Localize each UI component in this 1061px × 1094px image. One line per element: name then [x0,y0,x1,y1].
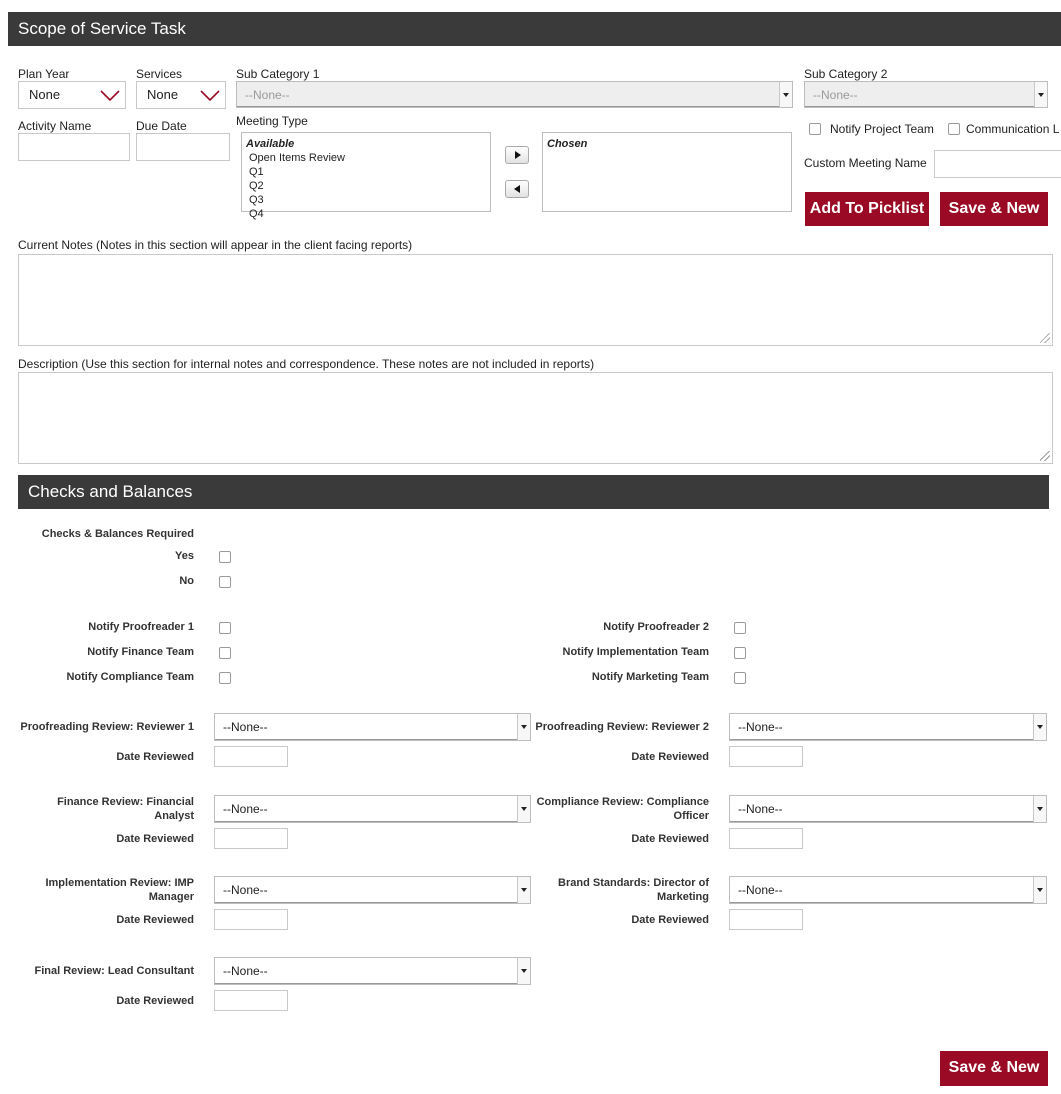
select-value: --None-- [738,720,783,734]
date-reviewed-label: Date Reviewed [631,833,709,845]
review-label-text: Finance Review: Financial [57,796,194,808]
save-new-button-bottom[interactable]: Save & New [940,1051,1048,1086]
available-heading: Available [246,138,295,150]
chevron-down-icon [779,82,792,107]
add-to-chosen-button[interactable] [505,146,529,164]
review-label-text: Analyst [154,810,194,822]
notify-proofreader-2-label: Notify Proofreader 2 [603,621,709,633]
notify-implementation-label: Notify Implementation Team [562,646,709,658]
meeting-type-chosen-list[interactable] [542,132,792,212]
services-value: None [147,87,179,102]
plan-year-picker[interactable] [18,81,126,109]
date-reviewed-input[interactable] [214,990,288,1011]
select-value: --None-- [738,802,783,816]
select-value: --None-- [738,883,783,897]
date-reviewed-label: Date Reviewed [116,914,194,926]
review-label-text: Proofreading Review: Reviewer 1 [20,721,194,733]
resize-grip-icon[interactable] [1040,333,1050,343]
review-label-text: Marketing [657,891,709,903]
sub-category-1-value: --None-- [245,88,290,102]
date-reviewed-label: Date Reviewed [116,833,194,845]
final-review-label [16,965,194,977]
meeting-type-label: Meeting Type [236,114,308,128]
review-label-text: Proofreading Review: Reviewer 2 [535,721,709,733]
chevron-down-icon [199,88,221,102]
review-label-text: Manager [148,891,194,903]
communication-label: Communication L [966,122,1060,136]
brand-standards-select[interactable] [729,876,1047,904]
communication-checkbox[interactable] [948,123,960,135]
notify-marketing-label: Notify Marketing Team [591,671,709,683]
notify-project-team-label: Notify Project Team [830,122,934,136]
date-reviewed-input[interactable] [214,909,288,930]
implementation-review-select[interactable] [214,876,531,904]
proofreading-reviewer-1-select[interactable] [214,713,531,741]
date-reviewed-input[interactable] [729,746,803,767]
checks-required-label: Checks & Balances Required [41,528,194,540]
due-date-input[interactable] [136,133,230,161]
resize-grip-icon[interactable] [1040,451,1050,461]
no-checkbox[interactable] [219,576,231,588]
custom-meeting-name-input[interactable] [934,150,1061,178]
review-label-text: Implementation Review: IMP [45,877,194,889]
select-value: --None-- [223,883,268,897]
chevron-down-icon [517,714,530,740]
final-review-select[interactable] [214,957,531,985]
sub-category-2-label: Sub Category 2 [804,67,888,81]
date-reviewed-label: Date Reviewed [631,751,709,763]
due-date-label: Due Date [136,119,187,133]
compliance-review-label [530,795,709,823]
chevron-down-icon [517,958,530,984]
sub-category-1-label: Sub Category 1 [236,67,320,81]
chosen-heading: Chosen [547,138,588,150]
date-reviewed-label: Date Reviewed [631,914,709,926]
chevron-down-icon [1033,714,1046,740]
date-reviewed-input[interactable] [214,746,288,767]
list-item[interactable]: Q1 [249,166,264,178]
brand-standards-label [530,876,709,904]
date-reviewed-input[interactable] [729,828,803,849]
sub-category-2-value: --None-- [813,88,858,102]
proofreading-reviewer-1-label [16,721,194,733]
chevron-down-icon [517,796,530,822]
notify-project-team-checkbox[interactable] [809,123,821,135]
custom-meeting-name-label: Custom Meeting Name [804,156,927,170]
finance-review-label [16,795,194,823]
notify-proofreader-1-label: Notify Proofreader 1 [88,621,194,633]
date-reviewed-label: Date Reviewed [116,995,194,1007]
current-notes-label: Current Notes (Notes in this section will appear in the client facing reports) [18,238,413,252]
date-reviewed-input[interactable] [729,909,803,930]
list-item[interactable]: Q4 [249,208,264,220]
arrow-left-icon [514,185,520,193]
checks-section-header: Checks and Balances [18,475,1049,509]
chevron-down-icon [99,88,121,102]
compliance-review-select[interactable] [729,795,1047,823]
activity-name-input[interactable] [18,133,130,161]
sub-category-1-select[interactable] [236,81,793,108]
services-label: Services [136,67,183,81]
notify-compliance-label: Notify Compliance Team [66,671,194,683]
services-picker[interactable] [136,81,226,109]
notify-marketing-checkbox[interactable] [734,672,746,684]
chevron-down-icon [1033,796,1046,822]
notify-proofreader-2-checkbox[interactable] [734,622,746,634]
plan-year-label: Plan Year [18,67,70,81]
notify-finance-checkbox[interactable] [219,647,231,659]
remove-from-chosen-button[interactable] [505,180,529,198]
add-to-picklist-button[interactable]: Add To Picklist [805,192,929,226]
notify-finance-label: Notify Finance Team [87,646,194,658]
proofreading-reviewer-2-select[interactable] [729,713,1047,741]
description-label: Description (Use this section for internal notes and correspondence. These notes are not included in reports) [18,357,595,371]
meeting-type-available-list[interactable] [241,132,491,220]
yes-label: Yes [175,550,194,562]
review-label-text: Brand Standards: Director of [558,877,709,889]
scope-section-header: Scope of Service Task [8,12,1061,46]
date-reviewed-label: Date Reviewed [116,751,194,763]
yes-checkbox[interactable] [219,551,231,563]
select-value: --None-- [223,964,268,978]
implementation-review-label [16,876,194,904]
list-item[interactable]: Q2 [249,180,264,192]
chevron-down-icon [1033,877,1046,903]
proofreading-reviewer-2-label [530,721,709,733]
description-textarea[interactable] [18,372,1053,464]
arrow-right-icon [515,151,521,159]
notify-implementation-checkbox[interactable] [734,647,746,659]
notify-compliance-checkbox[interactable] [219,672,231,684]
finance-review-select[interactable] [214,795,531,823]
review-label-text: Final Review: Lead Consultant [34,965,194,977]
date-reviewed-input[interactable] [214,828,288,849]
plan-year-value: None [29,87,61,102]
list-item[interactable]: Open Items Review [249,152,345,164]
chevron-down-icon [517,877,530,903]
no-label: No [179,575,194,587]
review-label-text: Officer [673,810,709,822]
current-notes-textarea[interactable] [18,254,1053,346]
list-item[interactable]: Q3 [249,194,264,206]
review-label-text: Compliance Review: Compliance [536,796,709,808]
sub-category-2-select[interactable] [804,81,1048,108]
select-value: --None-- [223,802,268,816]
activity-name-label: Activity Name [18,119,92,133]
save-new-button-top[interactable]: Save & New [940,192,1048,226]
notify-proofreader-1-checkbox[interactable] [219,622,231,634]
chevron-down-icon [1034,82,1047,107]
select-value: --None-- [223,720,268,734]
